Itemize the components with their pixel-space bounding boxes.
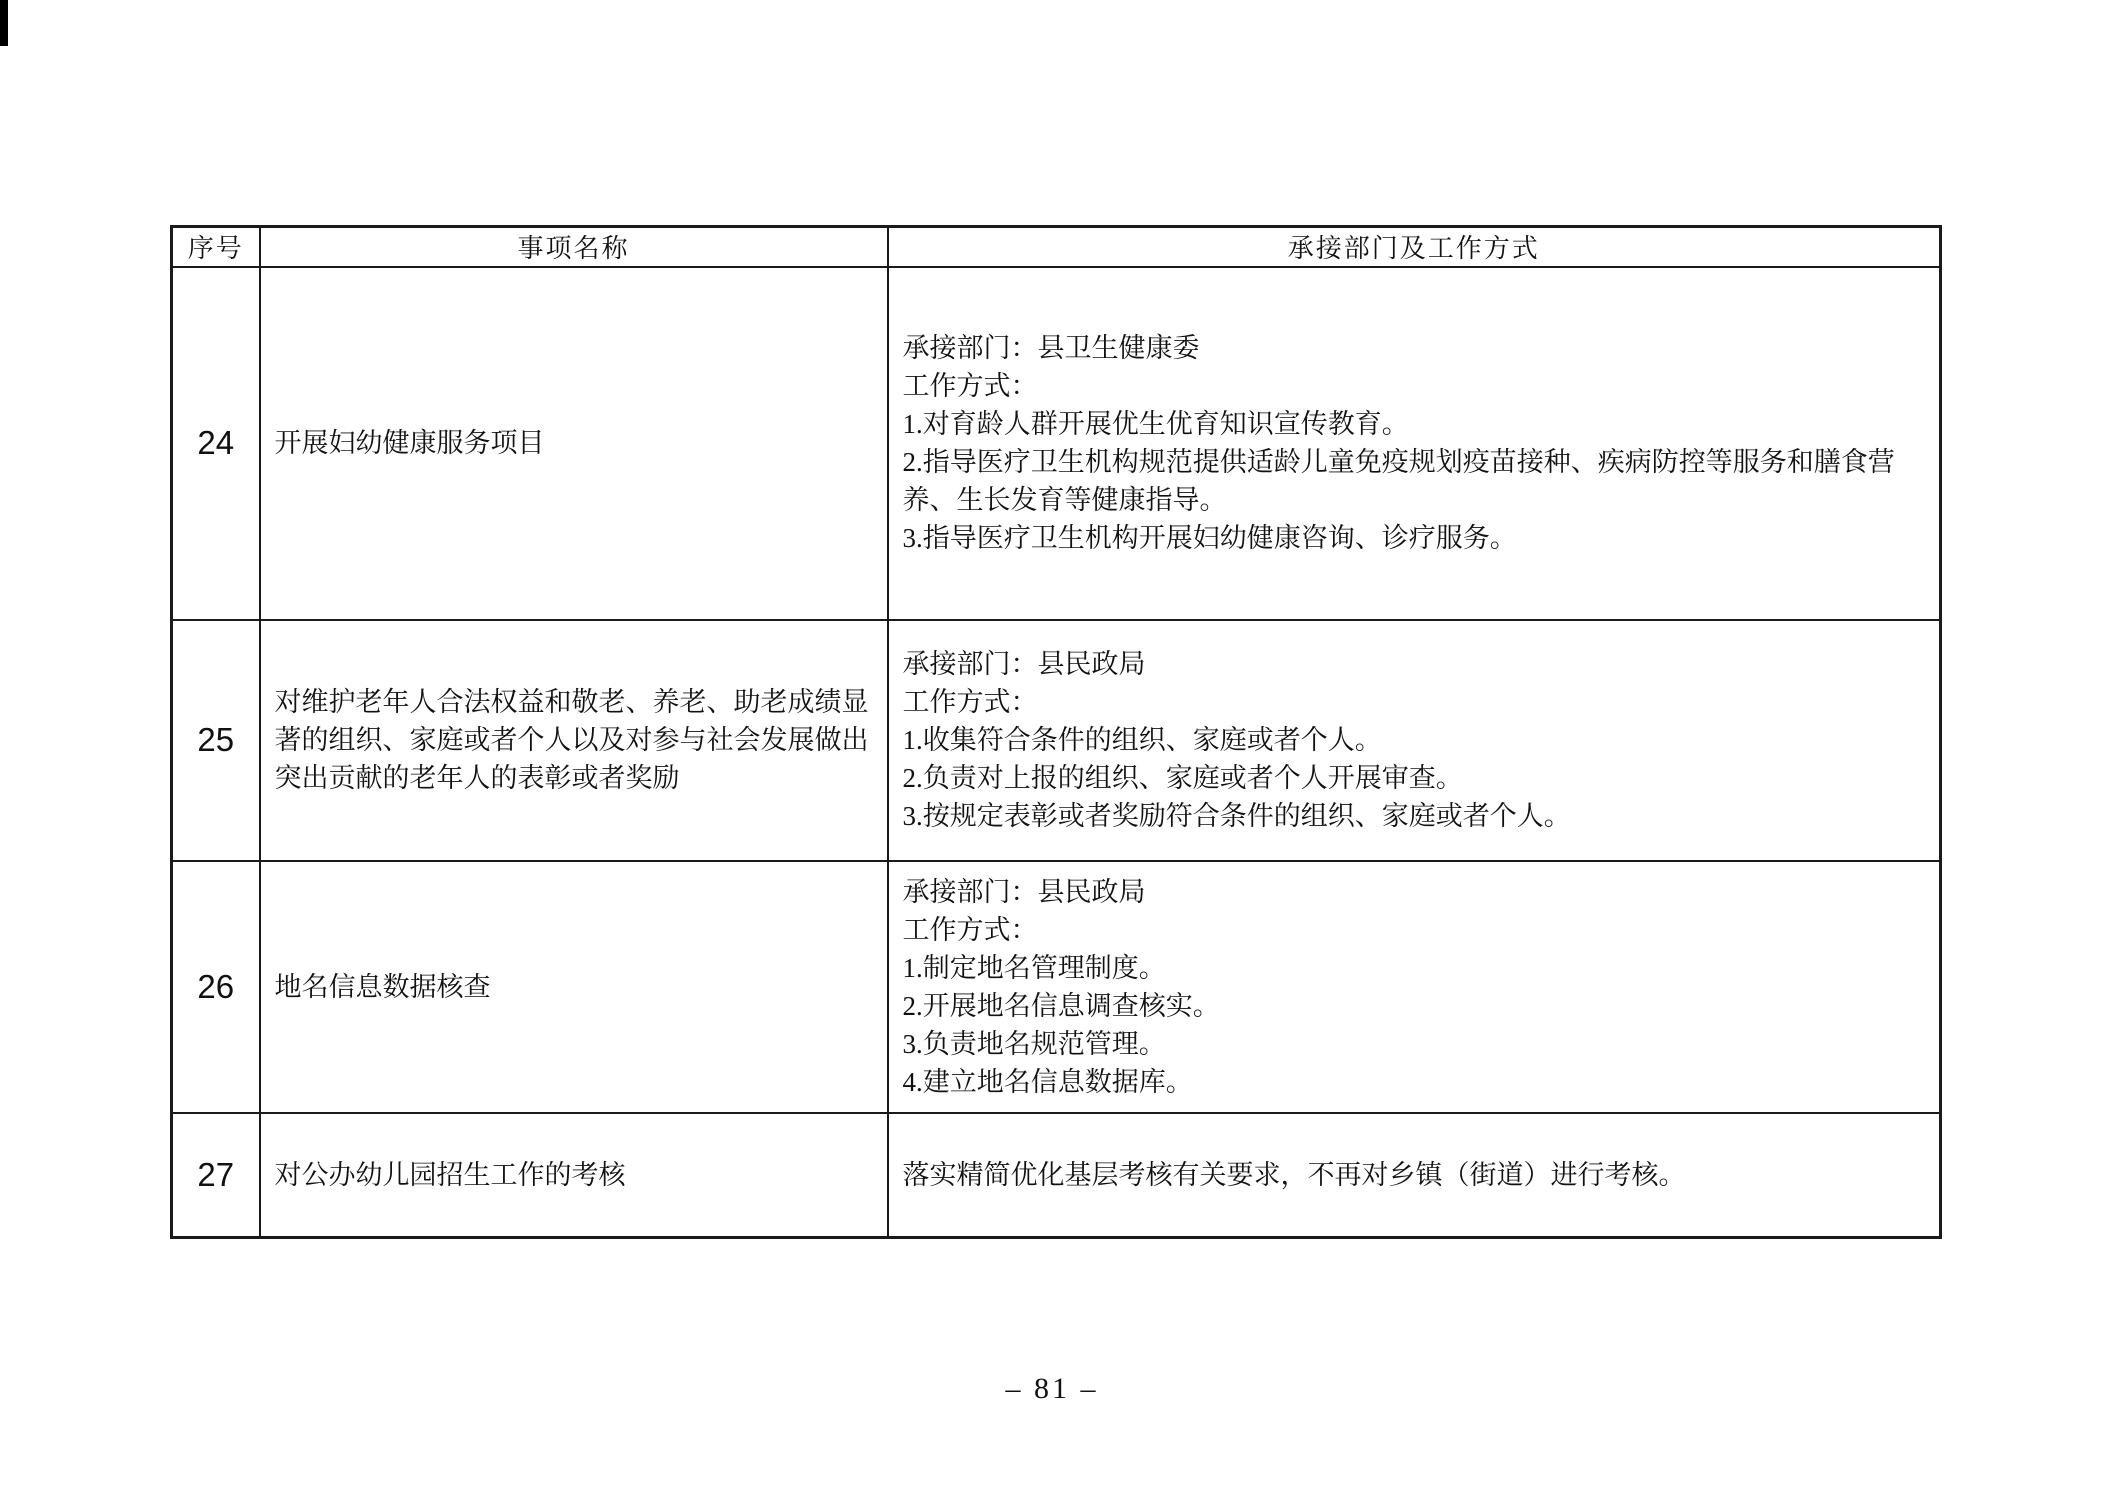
detail-line: 1.制定地名管理制度。 (902, 952, 1166, 983)
matters-table (170, 225, 1942, 1239)
row-detail (888, 1113, 1941, 1238)
header-item-name: 事项名称 (260, 227, 888, 267)
row-serial-number: 24 (172, 267, 260, 620)
page-number: – 81 – (1005, 1372, 1099, 1405)
detail-line: 2.负责对上报的组织、家庭或者个人开展审查。 (902, 763, 1463, 793)
row-serial-number: 27 (172, 1113, 260, 1238)
row-item-name: 开展妇幼健康服务项目 (260, 267, 888, 620)
table-row (172, 861, 1941, 1113)
detail-line: 工作方式： (902, 371, 1038, 401)
detail-line: 承接部门：县民政局 (902, 649, 1146, 679)
detail-line: 3.指导医疗卫生机构开展妇幼健康咨询、诊疗服务。 (902, 523, 1517, 553)
table-row (172, 1113, 1941, 1238)
row-serial-number: 25 (172, 620, 260, 861)
row-detail (888, 861, 1941, 1113)
detail-line: 2.指导医疗卫生机构规范提供适龄儿童免疫规划疫苗接种、疾病防控等服务和膳食营养、生长发育等健康指导。 (902, 447, 1895, 515)
detail-line: 承接部门：县民政局 (902, 876, 1146, 907)
row-item-name: 对维护老年人合法权益和敬老、养老、助老成绩显著的组织、家庭或者个人以及对参与社会发展做出突出贡献的老年人的表彰或者奖励 (260, 620, 888, 861)
row-item-name: 地名信息数据核查 (260, 861, 888, 1113)
detail-line: 4.建立地名信息数据库。 (902, 1066, 1193, 1097)
detail-line: 工作方式： (902, 687, 1038, 717)
detail-line: 1.对育龄人群开展优生优育知识宣传教育。 (902, 409, 1409, 439)
scan-artifact-mark (0, 0, 8, 46)
detail-line: 2.开展地名信息调查核实。 (902, 990, 1220, 1021)
detail-line: 落实精简优化基层考核有关要求，不再对乡镇（街道）进行考核。 (902, 1159, 1686, 1190)
row-detail (888, 267, 1941, 620)
detail-line: 1.收集符合条件的组织、家庭或者个人。 (902, 725, 1382, 755)
table-header-row (172, 227, 1941, 267)
detail-line: 承接部门：县卫生健康委 (902, 333, 1200, 363)
detail-line: 3.按规定表彰或者奖励符合条件的组织、家庭或者个人。 (902, 801, 1571, 831)
row-serial-number: 26 (172, 861, 260, 1113)
detail-line: 工作方式： (902, 914, 1038, 945)
row-item-name: 对公办幼儿园招生工作的考核 (260, 1113, 888, 1238)
table-row (172, 267, 1941, 620)
table-row (172, 620, 1941, 861)
header-serial-number: 序号 (172, 227, 260, 267)
row-detail (888, 620, 1941, 861)
detail-line: 3.负责地名规范管理。 (902, 1028, 1166, 1059)
header-department-method: 承接部门及工作方式 (888, 227, 1941, 267)
